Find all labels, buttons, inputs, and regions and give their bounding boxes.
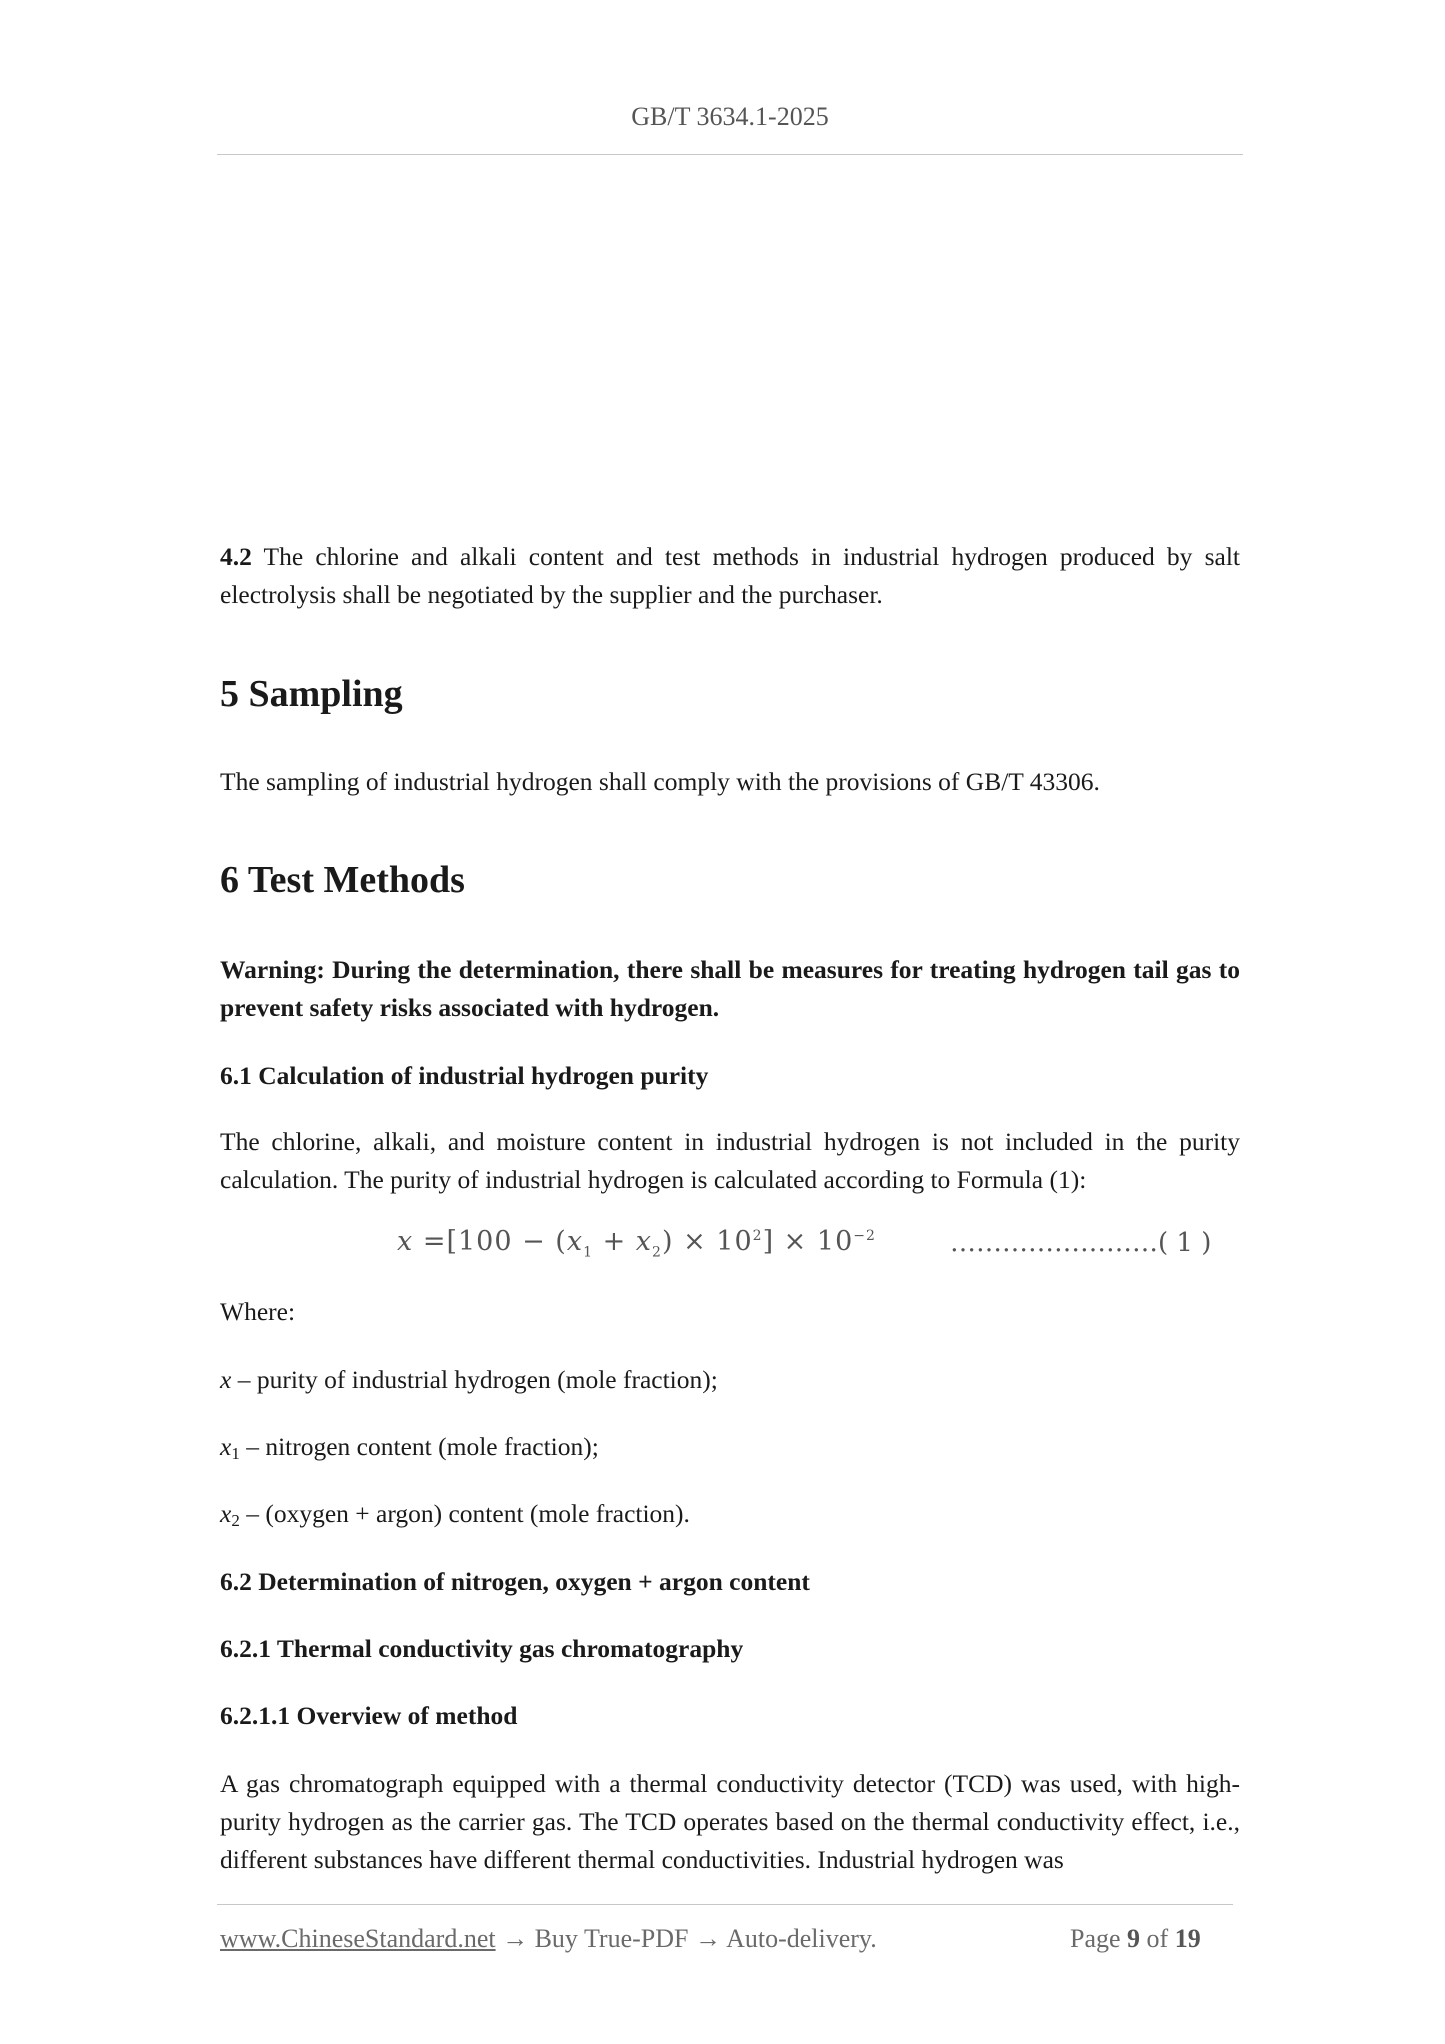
section-heading-sampling: 5 Sampling [220,673,403,715]
subsection-heading-6-2-1: 6.2.1 Thermal conductivity gas chromatography [220,1634,744,1663]
purity-paragraph: The chlorine, alkali, and moisture content in industrial hydrogen is not included in the purity calculation. The purity of industrial hydrogen is calculated according to Formula (1): [220,1127,1240,1194]
buy-text: Buy True-PDF [534,1924,689,1953]
arrow-icon: → [495,1924,535,1953]
clause-number: 4.2 [220,542,252,571]
formula-1: $x =[100 - (x_1 + x_2) \times 10^2] \times 10^{-2}$ [397,1226,876,1261]
footer-promo [220,1924,877,1954]
subsection-heading-6-2-1-1: 6.2.1.1 Overview of method [220,1701,518,1730]
subsection-heading-6-1: 6.1 Calculation of industrial hydrogen purity [220,1061,709,1090]
formula-number: ……………………( 1 ) [950,1228,1212,1258]
section-heading-test-methods: 6 Test Methods [220,859,465,901]
footer-divider [217,1904,1233,1905]
delivery-text: Auto-delivery. [726,1924,877,1953]
where-label: Where: [220,1297,296,1326]
total-pages: 19 [1174,1924,1201,1953]
page-header: GB/T 3634.1-2025 [631,102,829,131]
page-indicator: Page 9 of 19 [1070,1924,1201,1953]
definition-x1: $x_1$ – nitrogen content (mole fraction); [220,1432,599,1463]
subsection-heading-6-2: 6.2 Determination of nitrogen, oxygen + argon content [220,1567,810,1596]
definition-x: x – purity of industrial hydrogen (mole fraction); [220,1365,718,1394]
arrow-icon: → [688,1924,727,1953]
header-divider [217,154,1243,155]
current-page: 9 [1127,1924,1141,1953]
warning-paragraph: Warning: During the determination, there shall be measures for treating hydrogen tail gas to prevent safety risks associated with hydrogen. [220,955,1240,1022]
sampling-paragraph: The sampling of industrial hydrogen shall comply with the provisions of GB/T 43306. [220,767,1100,796]
definition-x2: $x_2$ – (oxygen + argon) content (mole fraction). [220,1499,690,1530]
clause-4-2 [220,538,1240,614]
clause-text: The chlorine and alkali content and test methods in industrial hydrogen produced by salt electrolysis shall be negotiated by the supplier and the purchaser. [220,542,1240,609]
site-link[interactable]: www.ChineseStandard.net [220,1924,496,1953]
method-overview-paragraph: A gas chromatograph equipped with a thermal conductivity detector (TCD) was used, with high-purity hydrogen as the carrier gas. The TCD operates based on the thermal conductivity effect, i.e., different substances have different thermal conductivities. Industrial hydrogen was [220,1769,1240,1874]
